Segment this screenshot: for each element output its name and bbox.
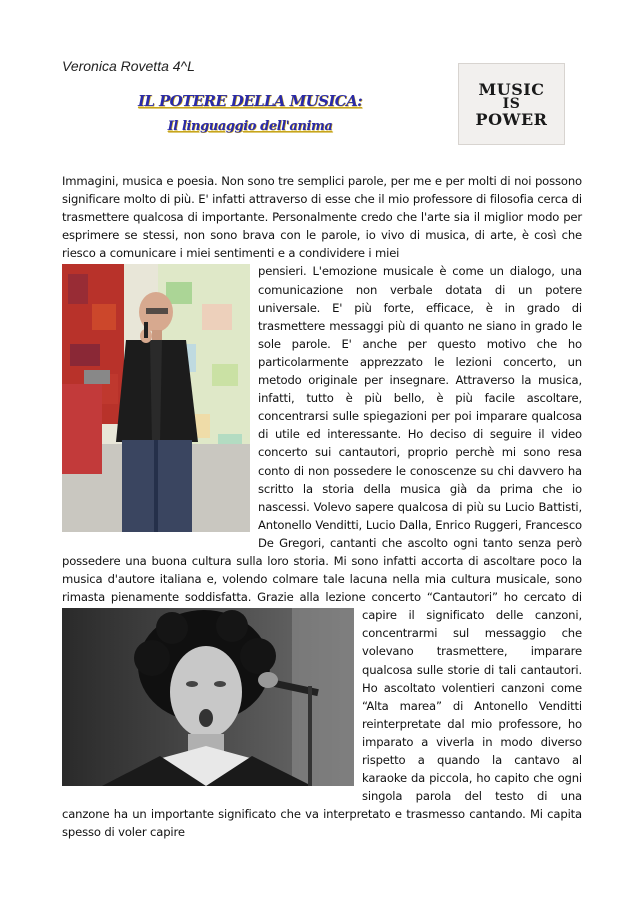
logo-line-3: POWER xyxy=(475,109,548,129)
logo-line-1: MUSIC xyxy=(478,79,545,99)
page-title: IL POTERE DELLA MUSICA: xyxy=(137,92,363,110)
author-name: Veronica Rovetta 4^L xyxy=(62,58,195,74)
article-body xyxy=(62,172,582,841)
music-is-power-logo xyxy=(458,63,565,145)
singer-black-white-photo xyxy=(62,608,354,786)
professor-singing-photo xyxy=(62,264,250,532)
article-paragraph-1: Immagini, musica e poesia. Non sono tre semplici parole, per me e per molti di noi possono significare molto di più. E' infatti attraverso di esse che il mio professore di filosofia cerca di trasmettere qualcosa di importante. Personalmente credo che l'arte sia il miglior modo per esprimere se stessi, non sono brava con le parole, io vivo di musica, di arte, è così che riesco a comunicare i miei sentimenti e a condividere i miei xyxy=(62,174,582,261)
article-paragraph-3: “Cantautori” ho cercato di capire il significato delle canzoni, concentrarmi sul messaggio che volevano trasmettere, imparare qualcosa sulle storie di tali cantautori. Ho ascoltato volentieri canzoni come “Alta marea” di Antonello Venditti reinterpretate dal mio professore, ho imparato a viverla in modo diverso rispetto a quando la cantavo al karaoke da piccola, ho capito che ogni singola parola del testo di una canzone ha un importante significato che va interpretato e trasmesso cantando. Mi capita spesso di voler capire xyxy=(62,590,582,840)
logo-line-2: IS xyxy=(502,95,521,112)
page-subtitle: Il linguaggio dell'anima xyxy=(167,119,333,134)
article-paragraph-2: pensieri. L'emozione musicale è come un dialogo, una comunicazione non verbale dotata di un potere universale. E' più forte, efficace, è in grado di trasmettere messaggi più di quanto ne siano in grado le sole parole. E' anche per questo motivo che ho particolarmente apprezzato le lezioni concerto, un metodo originale per insegnare. Attraverso la musica, infatti, tutto è più bello, è più facile ascoltare, concentrarsi sulle spiegazioni per poi imparare qualcosa di utile ed interessante. Ho deciso di seguire il video concerto sui cantautori, proprio perchè mi sono resa conto di non possedere le conoscenze su chi davvero ha scritto la storia della musica già da prima che io nascessi. Volevo sapere qualcosa di più su Lucio Battisti, Antonello Venditti, Lucio Dalla, Enrico Ruggeri, Francesco De Gregori, cantanti che ascolto ogni tanto senza però possedere una buona cultura sulla loro storia. Mi sono infatti accorta di ascoltare poco la musica d'autore italiana e, volendo colmare tale lacuna nella mia cultura musicale, sono rimasta pienamente soddisfatta. Grazie alla lezione concerto xyxy=(62,264,582,605)
